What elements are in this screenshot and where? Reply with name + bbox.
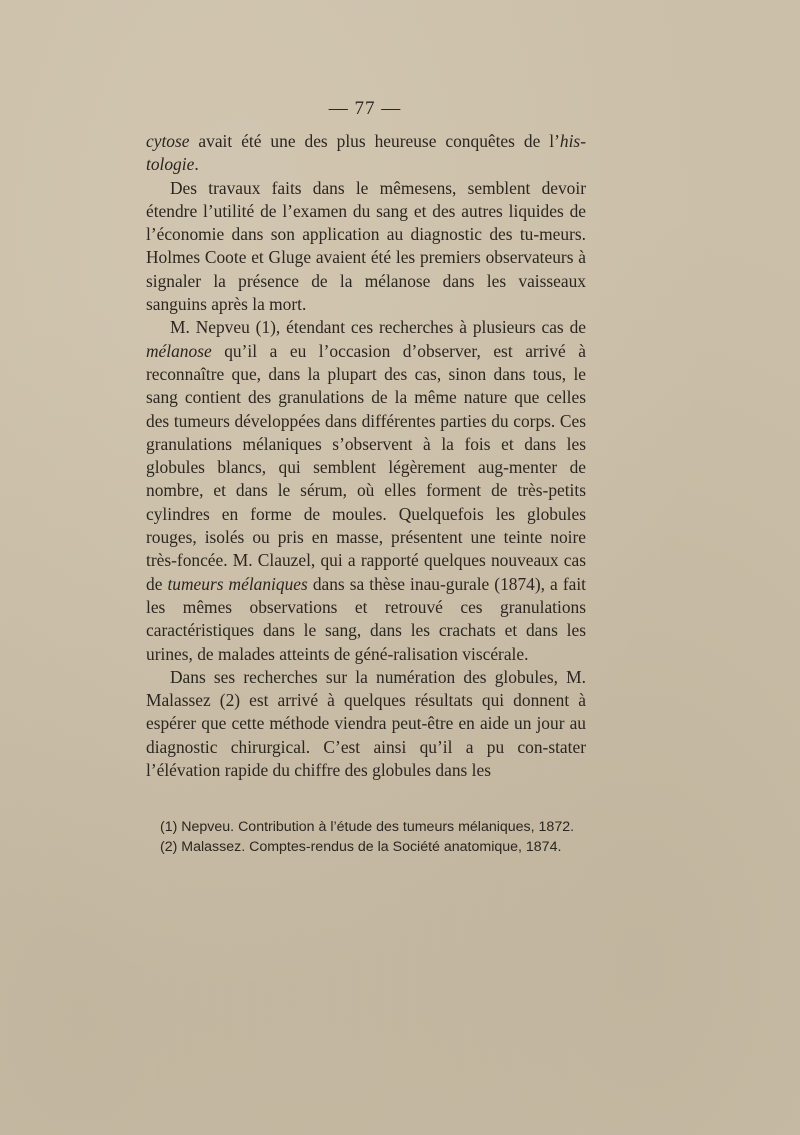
italic-text: tumeurs mélaniques bbox=[167, 573, 308, 594]
footnote-1: (1) Nepveu. Contribution à l’étude des tumeurs mélaniques, 1872. bbox=[160, 819, 575, 835]
italic-text: cytose bbox=[146, 131, 190, 151]
paragraph bbox=[146, 177, 586, 317]
paragraph bbox=[146, 666, 586, 782]
text-run: qu’il a eu l’occasion d’observer, est arrivé à reconnaître que, dans la plupart des cas, sinon dans tous, le sang contient des granulations de la même nature que celles des tumeurs développées dans différentes parties du corps. Ces granulations mélaniques s’observent à la fois et dans les globules blancs, qui semblent légèrement aug-menter de nombre, et dans le sérum, où elles forment de très-petits cylindres en forme de moules. Quelquefois les globules rouges, isolés ou pris en masse, présentent une teinte noire très-foncée. M. Clauzel, qui a rapporté quelques nouveaux cas de bbox=[146, 340, 586, 594]
text-run: Dans ses recherches sur la numération des globules, M. Malassez (2) est arrivé à quelques résultats qui donnent à espérer que cette méthode viendra peut-être en aide un jour au diagnostic chirurgical. C’est ainsi qu’il a pu con-stater l’élévation rapide du chiffre des globules dans les bbox=[146, 666, 586, 781]
paragraph bbox=[146, 316, 586, 665]
text-run: Des travaux faits dans le mêmesens, semblent devoir étendre l’utilité de l’examen du sang et des autres liquides de l’économie dans son application au diagnostic des tu-meurs. Holmes Coote et Gluge avaient été les premiers observateurs à signaler la présence de la mélanose dans les vaisseaux sanguins après la mort. bbox=[146, 177, 586, 315]
paragraph bbox=[146, 130, 586, 177]
text-run: . bbox=[194, 154, 199, 175]
page-number: — 77 — bbox=[328, 98, 402, 119]
text-run: avait été une des plus heureuse conquêtes de l’ bbox=[189, 131, 560, 151]
footnote-2: (2) Malassez. Comptes-rendus de la Société anatomique, 1874. bbox=[160, 839, 562, 855]
text-run: M. Nepveu (1), étendant ces recherches à plusieurs cas de bbox=[170, 317, 586, 338]
body-text bbox=[146, 130, 586, 782]
italic-text: his-tologie bbox=[146, 131, 586, 175]
italic-text: mélanose bbox=[146, 340, 212, 361]
text-run: dans sa thèse inau-gurale (1874), a fait les mêmes observations et retrouvé ces granulations caractéristiques dans le sang, dans les crachats et dans les urines, de malades atteints de géné-ralisation viscérale. bbox=[146, 573, 586, 664]
footnotes bbox=[146, 817, 586, 857]
